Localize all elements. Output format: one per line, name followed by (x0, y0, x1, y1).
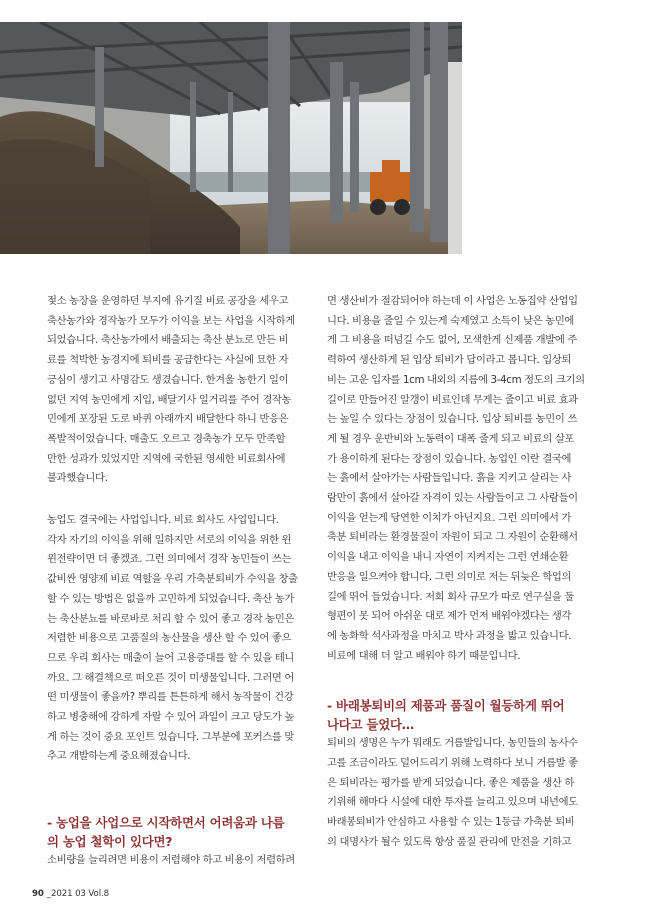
left-column (47, 292, 311, 871)
body-paragraph: 젖소 농장을 운영하던 부지에 유기질 비료 공장을 세우고 축산농가와 경작농가 모두가 이익을 보는 사업을 시작하게 되었습니다. 축산농가에서 배출되는 축산 분뇨로 만든 비 료를 척박한 농경지에 퇴비를 공급한다는 사실에 묘한 자 긍심이 생기고 사명감도 생겼습니다. 한겨울 농한기 일이 없던 지역 농민에게 지입, 배달기사 일거리를 주어 경작농 민에게 포장된 도로 바퀴 아래까지 배달한다 하니 반응은 폭발적이었습니다. 매출도 오르고 경축농가 모두 만족할 만한 성과가 있었지만 지역에 국한된 영세한 비료회사에 불과했습니다. (47, 295, 295, 485)
issue-label: _2021 03 Vol.8 (46, 889, 109, 899)
body-paragraph: 면 생산비가 절감되어야 하는데 이 사업은 노동집약 산업입 니다. 비용을 줄일 수 있는게 숙제였고 소득이 낮은 농민에 게 그 비용을 떠넘길 수도 없어, 모색한게 신제품 개발에 주 력하여 생산하게 된 입상 퇴비가 답이라고 봅니다. 입상퇴 비는 고운 입자를 1cm 내외의 지름에 3-4cm 정도의 크기의 길이로 만들어진 알갱이 비료인데 무게는 줄이고 비료 효과 는 높일 수 있다는 장점이 있습니다. 입상 퇴비를 농민이 쓰 게 될 경우 운반비와 노동력이 대폭 줄게 되고 비료의 살포 가 용이하게 된다는 장점이 있습니다. 농업인 이란 결국에 는 흙에서 살아가는 사람들입니다. 흙을 지키고 살리는 사 람만이 흙에서 살아갈 자격이 있는 사람들이고 그 사람들이 이익을 얻는게 당연한 이치가 아닌지요. 그런 의미에서 가 축분 퇴비라는 환경물질이 자원이 되고 그 자원이 순환해서 이익을 내고 이익을 내니 자연이 지켜지는 그런 연쇄순환 반응을 일으켜야 합니다. 그런 의미로 저는 뒤늦은 학업의 길에 뛰어 들었습니다. 저희 회사 규모가 따로 연구실을 둘 형편이 못 되어 아쉬운 대로 제가 먼저 배워야겠다는 생각 에 농화학 석사과정을 마치고 박사 과정을 밟고 있습니다. 비료에 대해 더 알고 배워야 하기 때문입니다. (327, 295, 585, 662)
page-number: 90 (32, 889, 44, 899)
section-heading: - 바래봉퇴비의 제품과 품질이 월등하게 뛰어 나다고 들었다… (327, 698, 565, 733)
page-footer (32, 889, 109, 899)
right-column (327, 292, 595, 853)
section-heading: - 농업을 사업으로 시작하면서 어려움과 나름 의 농업 철학이 있다면? (47, 815, 285, 850)
compost-facility-photo (0, 22, 462, 254)
body-paragraph: 퇴비의 생명은 누가 뭐래도 거름발입니다. 농민들의 농사수 고를 조금이라도 덜어드리기 위해 노력하다 보니 거름발 좋 은 퇴비라는 평가를 받게 되었습니다. 좋은 제품을 생산 하 기위해 해마다 시설에 대한 투자를 늘리고 있으며 내년에도 바래봉퇴비가 안심하고 사용할 수 있는 1등급 가축분 퇴비 의 대명사가 될수 있도록 항상 품질 관리에 만전을 기하고 (327, 737, 578, 848)
body-paragraph: 소비량을 늘리려면 비용이 저렴해야 하고 비용이 저렴하려 (47, 854, 295, 867)
body-paragraph: 농업도 결국에는 사업입니다. 비료 회사도 사업입니다. 각자 자기의 이익을 위해 일하지만 서로의 이익을 위한 윈 윈전략이면 더 좋겠죠. 그런 의미에서 경작 농민들이 쓰는 값비싼 영양제 비료 역할을 우리 가축분퇴비가 수익을 창출 할 수 있는 방법은 없을까 고민하게 되었습니다. 축산 농가 는 축산분뇨를 바로바로 처리 할 수 있어 좋고 경작 농민은 저렴한 비용으로 고품질의 농산물을 생산 할 수 있어 좋으 므로 우리 회사는 매출이 늘어 고용증대를 할 수 있을 테니 까요. 그 해결책으로 떠오른 것이 미생물입니다. 그러면 어 떤 미생물이 좋을까? 뿌리를 튼튼하게 해서 농작물이 건강 하고 병충해에 강하게 자랄 수 있어 과일이 크고 당도가 높 게 하는 것이 중요 포인트 었습니다. 그부분에 포커스를 맞 추고 개발하는게 중요해졌습니다. (47, 514, 298, 763)
